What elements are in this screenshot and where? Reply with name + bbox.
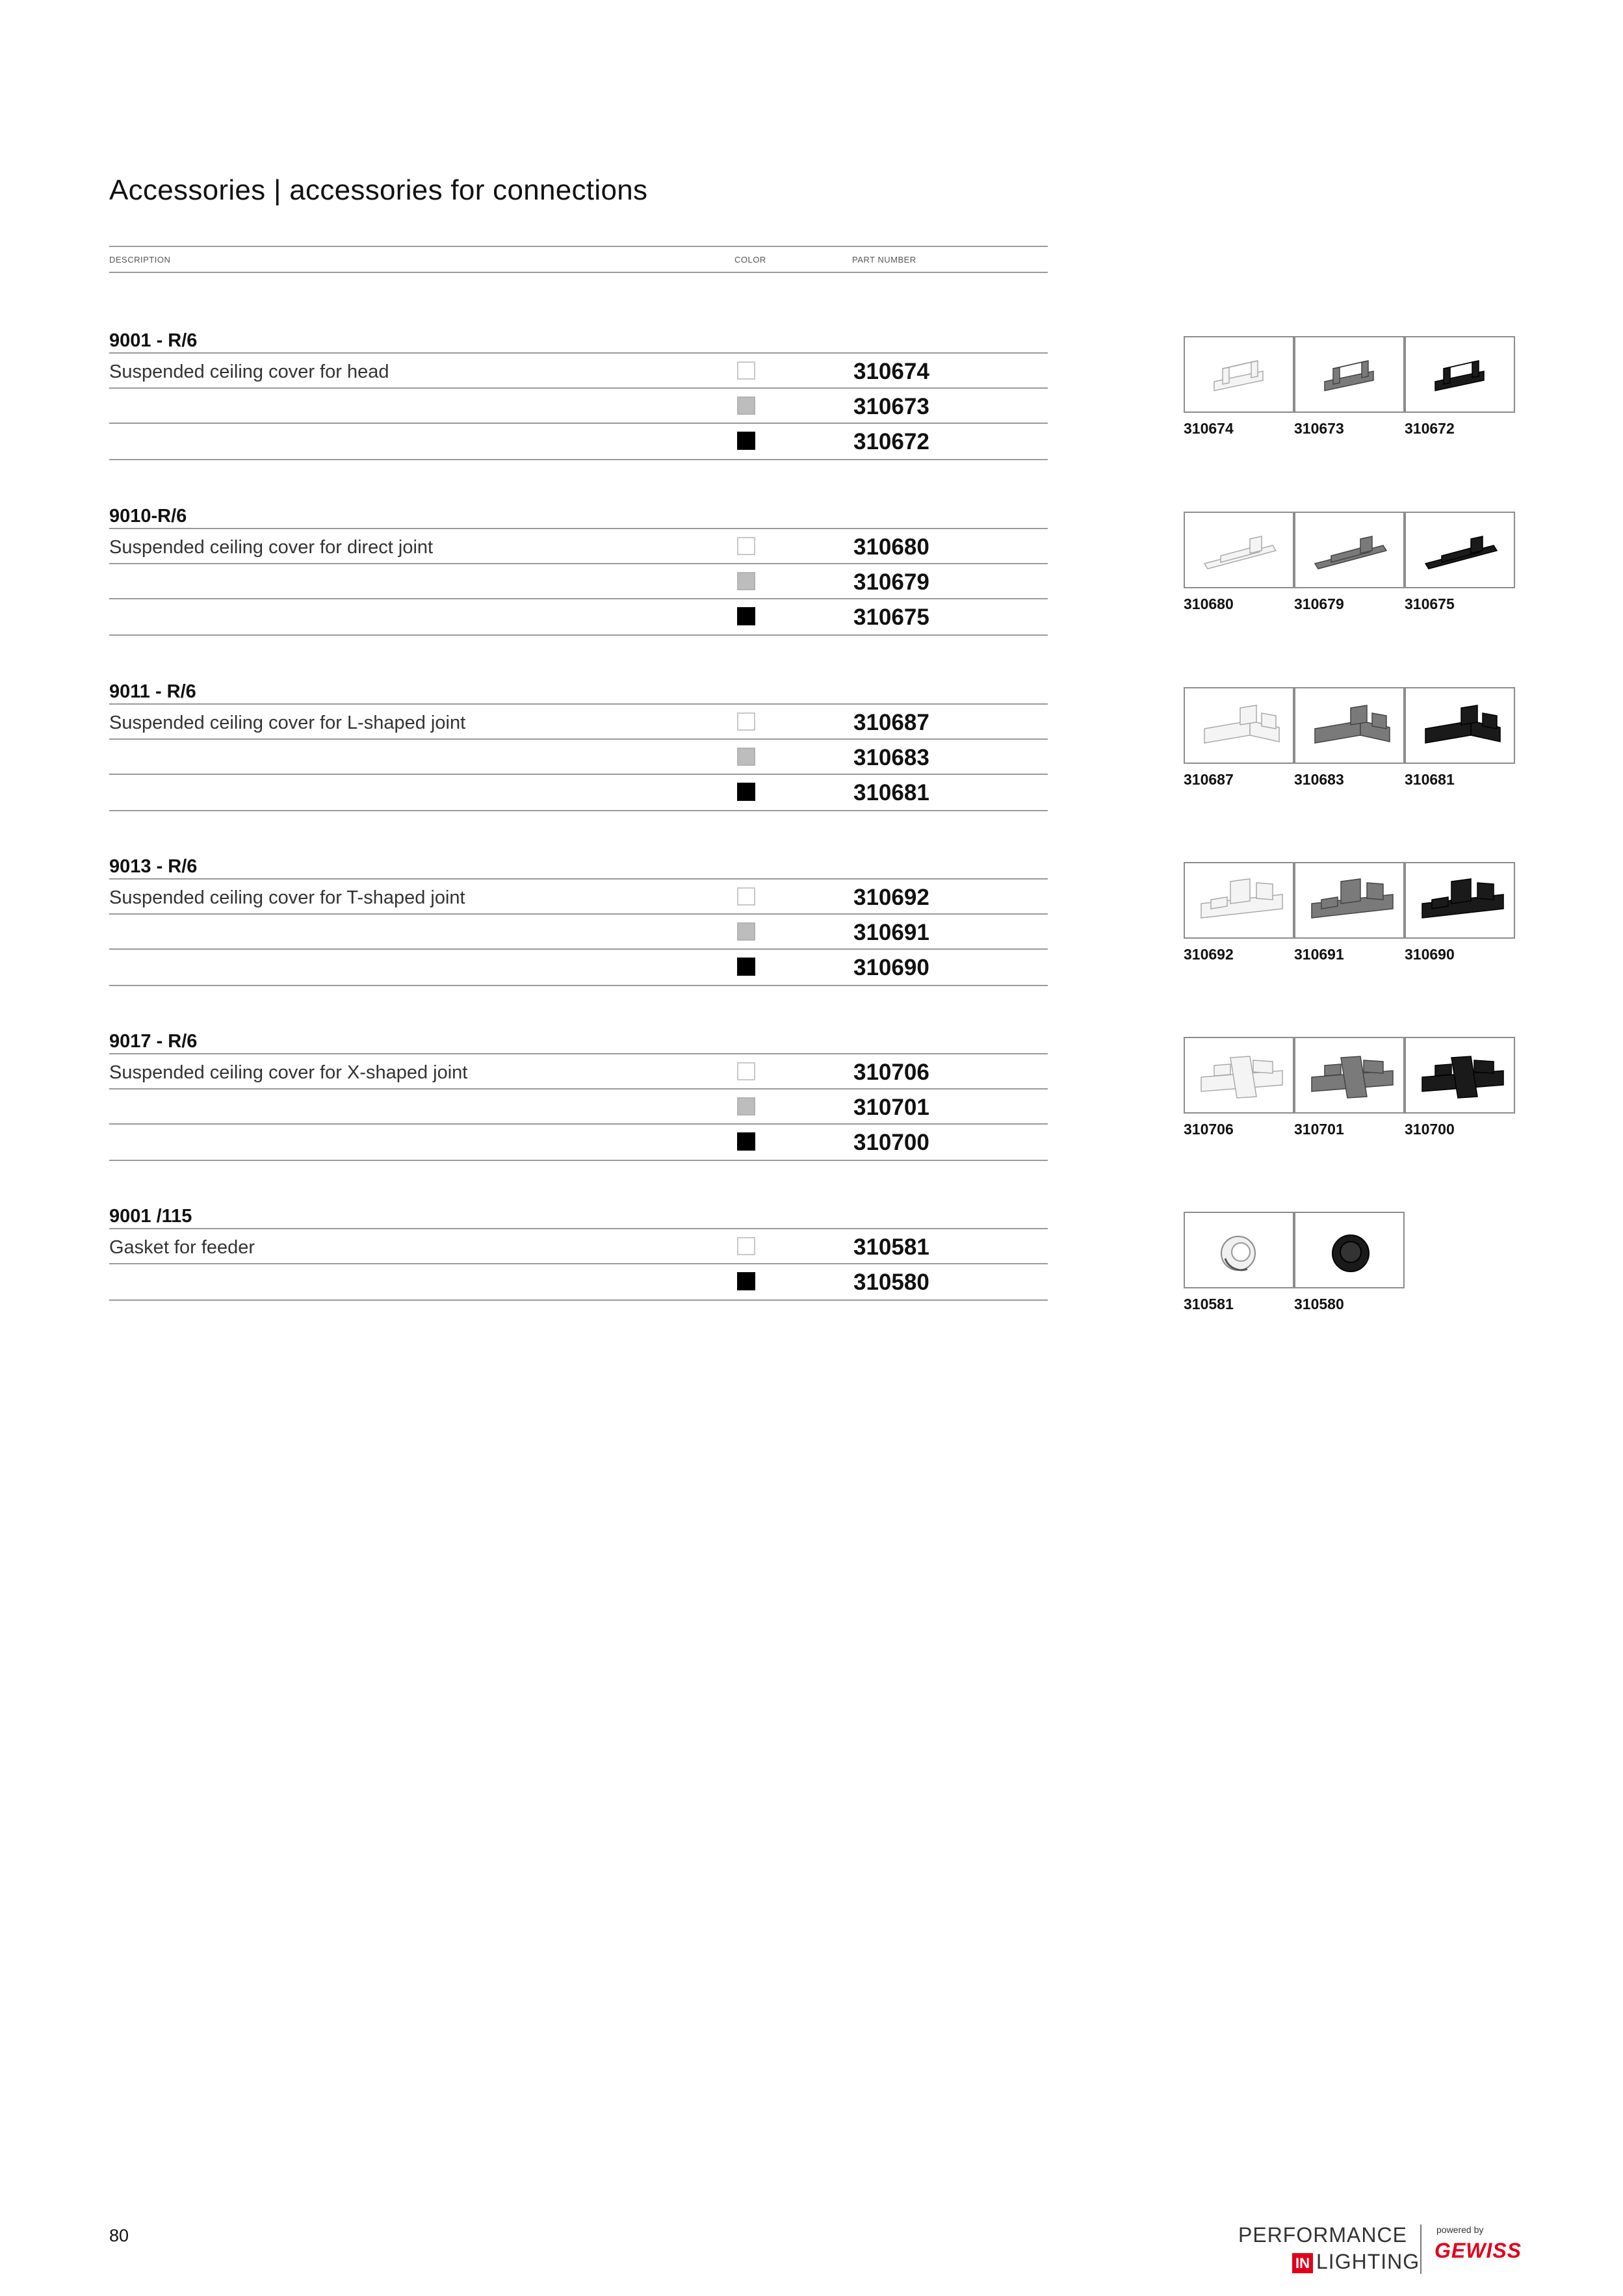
image-caption: 310683	[1294, 771, 1344, 788]
part-number: 310687	[853, 710, 929, 735]
color-swatch-black	[737, 432, 755, 450]
logo-in-badge: IN	[1292, 2253, 1313, 2273]
product-description: Suspended ceiling cover for T-shaped joint	[109, 887, 465, 908]
part-number: 310674	[853, 359, 929, 384]
image-caption: 310674	[1184, 420, 1234, 437]
image-caption: 310675	[1405, 595, 1455, 612]
part-row	[109, 352, 1048, 389]
color-swatch-grey	[737, 1097, 755, 1115]
product-image	[1294, 336, 1405, 413]
part-row	[109, 598, 1048, 636]
part-number: 310681	[853, 780, 929, 805]
image-caption: 310681	[1405, 771, 1455, 788]
image-caption: 310692	[1184, 946, 1234, 963]
page-title: Accessories | accessories for connections	[109, 174, 648, 206]
part-row	[109, 1228, 1048, 1264]
part-number: 310580	[853, 1270, 929, 1295]
product-image	[1405, 687, 1515, 764]
part-row	[109, 1088, 1048, 1125]
product-image	[1294, 1212, 1405, 1288]
brand-logo	[1238, 2217, 1522, 2282]
part-number: 310672	[853, 429, 929, 454]
part-row	[109, 563, 1048, 599]
image-caption: 310673	[1294, 420, 1344, 437]
part-number: 310679	[853, 569, 929, 595]
part-number: 310706	[853, 1060, 929, 1085]
product-image	[1184, 687, 1294, 764]
product-description: Gasket for feeder	[109, 1237, 255, 1258]
color-swatch-white	[737, 1237, 755, 1255]
product-image	[1405, 512, 1515, 588]
product-code: 9010-R/6	[109, 506, 187, 527]
part-number: 310683	[853, 745, 929, 770]
part-number: 310581	[853, 1234, 929, 1260]
logo-performance-text: PERFORMANCE	[1238, 2223, 1407, 2247]
product-image	[1184, 336, 1294, 413]
image-caption: 310690	[1405, 946, 1455, 963]
part-number: 310701	[853, 1095, 929, 1120]
header-color: COLOR	[734, 255, 766, 265]
part-number: 310700	[853, 1130, 929, 1155]
product-image	[1405, 862, 1515, 939]
part-row	[109, 948, 1048, 986]
part-number: 310692	[853, 885, 929, 910]
color-swatch-grey	[737, 748, 755, 766]
color-swatch-white	[737, 537, 755, 555]
part-row	[109, 1053, 1048, 1089]
page-number: 80	[109, 2226, 129, 2245]
image-caption: 310687	[1184, 771, 1234, 788]
product-code: 9001 - R/6	[109, 330, 198, 351]
product-image	[1294, 512, 1405, 588]
image-caption: 310672	[1405, 420, 1455, 437]
part-row	[109, 1263, 1048, 1301]
image-caption: 310706	[1184, 1121, 1234, 1138]
product-image	[1294, 1037, 1405, 1114]
part-number: 310690	[853, 955, 929, 980]
product-image	[1405, 336, 1515, 413]
image-caption: 310581	[1184, 1296, 1234, 1312]
logo-lighting-text: LIGHTING	[1316, 2250, 1420, 2273]
part-row	[109, 774, 1048, 811]
color-swatch-white	[737, 1062, 755, 1080]
product-image	[1405, 1037, 1515, 1114]
product-code: 9017 - R/6	[109, 1031, 198, 1052]
color-swatch-black	[737, 1132, 755, 1151]
image-caption: 310700	[1405, 1121, 1455, 1138]
product-image	[1294, 862, 1405, 939]
table-header	[109, 246, 1048, 273]
product-description: Suspended ceiling cover for head	[109, 361, 389, 382]
color-swatch-white	[737, 887, 755, 906]
color-swatch-grey	[737, 572, 755, 590]
part-row	[109, 423, 1048, 460]
color-swatch-black	[737, 1272, 755, 1290]
part-number: 310691	[853, 920, 929, 945]
product-description: Suspended ceiling cover for direct joint	[109, 537, 434, 558]
image-caption: 310580	[1294, 1296, 1344, 1312]
product-description: Suspended ceiling cover for X-shaped joint	[109, 1062, 468, 1083]
part-row	[109, 878, 1048, 915]
image-caption: 310691	[1294, 946, 1344, 963]
gewiss-logo: GEWISS	[1435, 2239, 1522, 2262]
product-code: 9001 /115	[109, 1206, 192, 1227]
product-code: 9011 - R/6	[109, 681, 196, 702]
color-swatch-black	[737, 607, 755, 625]
color-swatch-white	[737, 712, 755, 731]
color-swatch-grey	[737, 922, 755, 941]
part-number: 310675	[853, 605, 929, 630]
logo-divider	[1420, 2224, 1422, 2274]
part-row	[109, 528, 1048, 564]
product-image	[1184, 1037, 1294, 1114]
part-number: 310673	[853, 394, 929, 419]
part-row	[109, 738, 1048, 775]
part-row	[109, 913, 1048, 950]
color-swatch-black	[737, 958, 755, 976]
product-description: Suspended ceiling cover for L-shaped joint	[109, 712, 466, 733]
logo-powered-by: powered by	[1436, 2224, 1484, 2235]
part-row	[109, 387, 1048, 424]
part-number: 310680	[853, 534, 929, 560]
image-caption: 310680	[1184, 595, 1234, 612]
product-code: 9013 - R/6	[109, 856, 198, 877]
part-row	[109, 703, 1048, 740]
color-swatch-black	[737, 783, 755, 801]
header-part-number: PART NUMBER	[852, 255, 916, 265]
color-swatch-grey	[737, 397, 755, 415]
header-description: DESCRIPTION	[109, 255, 171, 265]
product-image	[1184, 1212, 1294, 1288]
image-caption: 310679	[1294, 595, 1344, 612]
color-swatch-white	[737, 361, 755, 380]
part-row	[109, 1123, 1048, 1161]
product-image	[1184, 512, 1294, 588]
image-caption: 310701	[1294, 1121, 1344, 1138]
product-image	[1294, 687, 1405, 764]
product-image	[1184, 862, 1294, 939]
